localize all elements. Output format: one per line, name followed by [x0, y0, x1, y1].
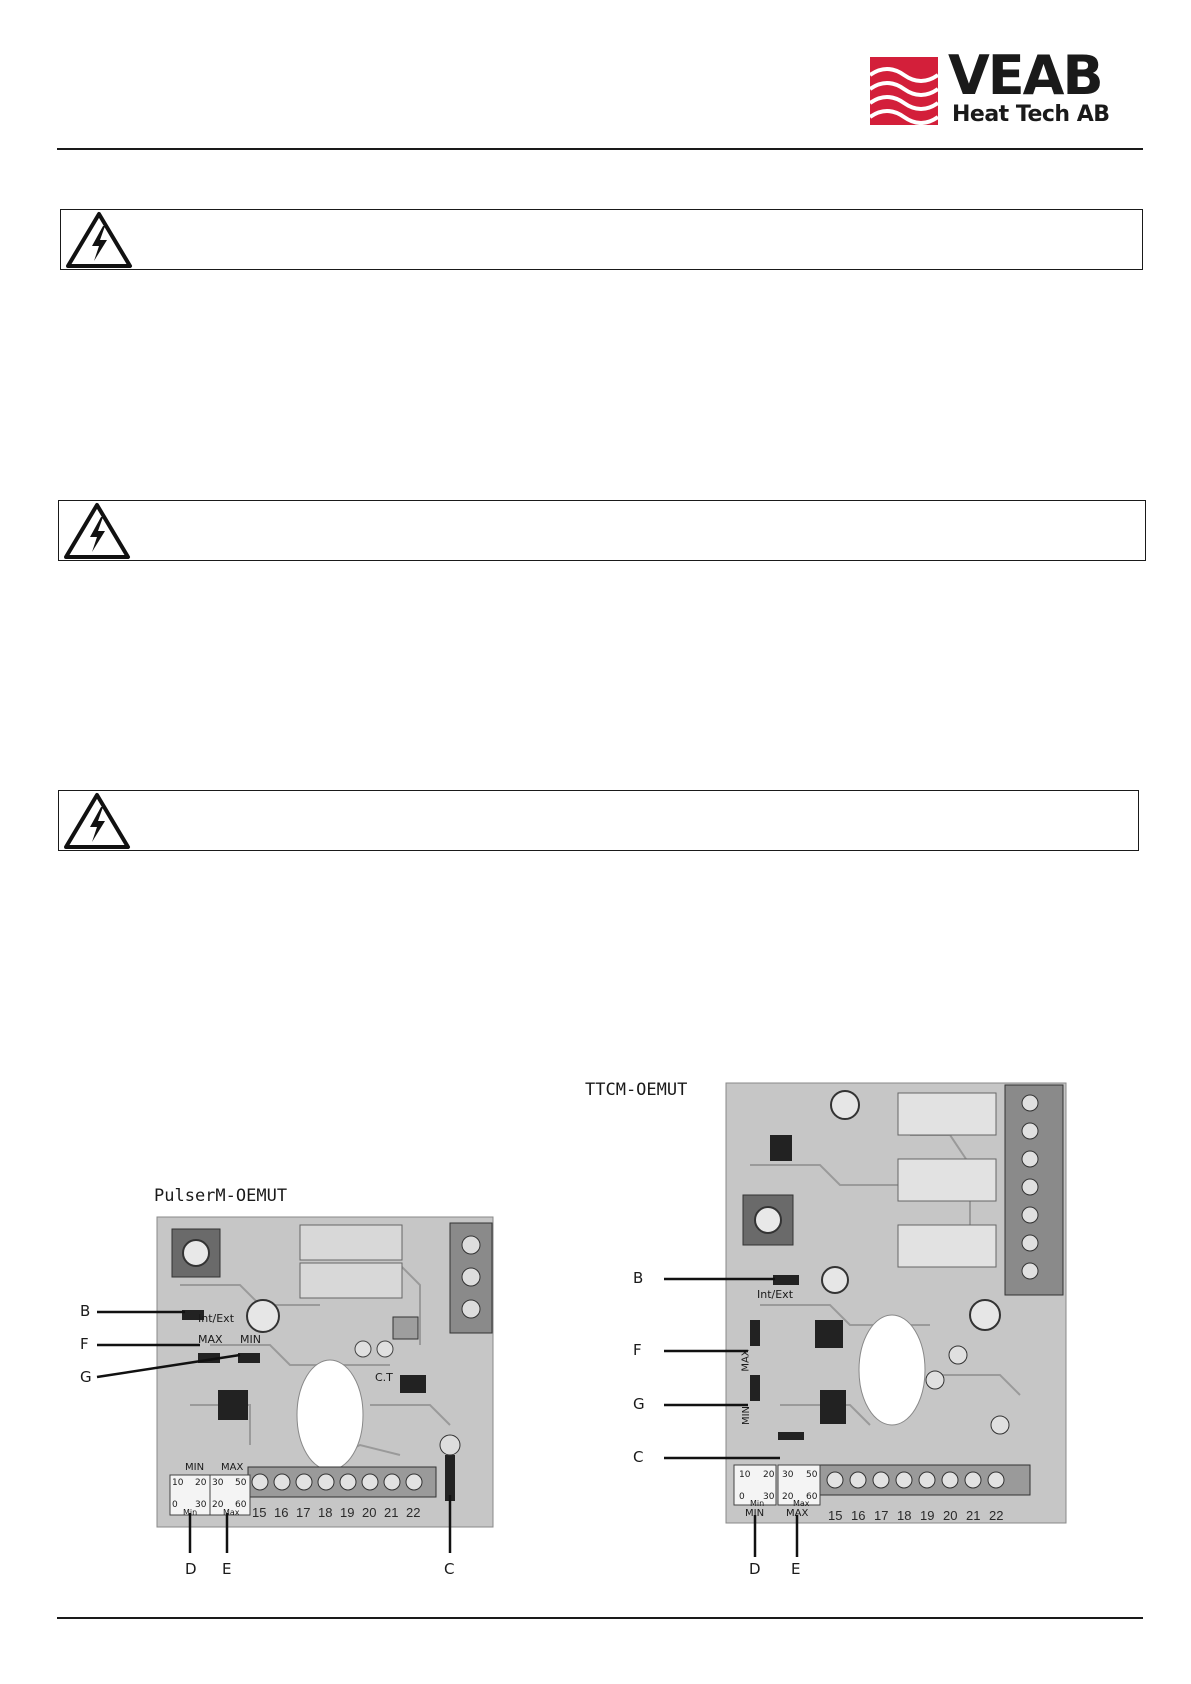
footer-rule: [57, 1617, 1143, 1619]
ttcm-callout-e: E: [791, 1560, 801, 1578]
ttcm-callout-g: G: [633, 1395, 645, 1413]
ttcm-terminal-18: 18: [897, 1508, 912, 1523]
figure-title-ttcm: TTCM-OEMUT: [585, 1080, 688, 1100]
pulser-label-ct: C.T: [375, 1371, 393, 1384]
ttcm-terminal-20: 20: [943, 1508, 958, 1523]
brand-subtitle: Heat Tech AB: [952, 102, 1110, 127]
figure-title-pulser: PulserM-OEMUT: [154, 1186, 288, 1206]
ttcm-callout-c: C: [633, 1448, 644, 1466]
pulser-terminal-22: 22: [406, 1505, 421, 1520]
electric-hazard-icon: [63, 792, 131, 850]
warning-box-1: [60, 209, 1143, 270]
ttcm-terminal-15: 15: [828, 1508, 843, 1523]
ttcm-min-dial-e: Min: [750, 1499, 765, 1508]
pulser-terminal-20: 20: [362, 1505, 377, 1520]
ttcm-label-min: MIN: [741, 1405, 753, 1426]
pulser-min-dial-e: Min: [183, 1508, 198, 1517]
pulser-terminal-18: 18: [318, 1505, 333, 1520]
pulser-label-int-ext: Int/Ext: [198, 1312, 235, 1325]
pulser-label-min: MIN: [240, 1333, 261, 1346]
pulser-callout-d: D: [185, 1560, 197, 1578]
ttcm-callout-d: D: [749, 1560, 761, 1578]
pulser-callout-f: F: [80, 1335, 89, 1353]
header-rule: [57, 148, 1143, 150]
pulser-max-dial-d: 60: [235, 1500, 247, 1510]
pulser-min-dial-d: 30: [195, 1500, 207, 1510]
ttcm-board-figure: [630, 1075, 1080, 1580]
warning-box-2: [58, 500, 1146, 561]
ttcm-max-dial-e: Max: [793, 1499, 810, 1508]
pulser-label-max: MAX: [198, 1333, 223, 1346]
electric-hazard-icon: [65, 211, 133, 269]
electric-hazard-icon: [63, 502, 131, 560]
pulser-callout-c: C: [444, 1560, 455, 1578]
pulser-pot-min-top: MIN: [185, 1462, 205, 1473]
wave-logo-icon: [870, 57, 938, 125]
ttcm-pot-min-bottom: MIN: [745, 1508, 765, 1519]
pulser-pot-max-top: MAX: [221, 1462, 244, 1473]
ttcm-max-dial-d: 60: [806, 1492, 818, 1502]
ttcm-max-dial-b: 50: [806, 1470, 818, 1480]
pulser-min-dial-b: 20: [195, 1478, 207, 1488]
ttcm-terminal-16: 16: [851, 1508, 866, 1523]
pulser-callout-e: E: [222, 1560, 232, 1578]
ttcm-terminal-19: 19: [920, 1508, 935, 1523]
brand-name: VEAB: [948, 44, 1102, 107]
pulser-terminal-16: 16: [274, 1505, 289, 1520]
ttcm-callout-f: F: [633, 1341, 642, 1359]
pulser-max-dial-a: 30: [212, 1478, 224, 1488]
pulser-max-dial-c: 20: [212, 1500, 224, 1510]
ttcm-terminal-21: 21: [966, 1508, 981, 1523]
pulser-terminal-21: 21: [384, 1505, 399, 1520]
pulser-min-dial-c: 0: [172, 1500, 178, 1510]
pulser-terminal-19: 19: [340, 1505, 355, 1520]
ttcm-min-dial-b: 20: [763, 1470, 775, 1480]
ttcm-label-max: MAX: [740, 1349, 752, 1372]
pulser-callout-g: G: [80, 1368, 92, 1386]
pulser-min-dial-a: 10: [172, 1478, 184, 1488]
ttcm-min-dial-a: 10: [739, 1470, 751, 1480]
ttcm-pot-max-bottom: MAX: [786, 1508, 809, 1519]
ttcm-terminal-22: 22: [989, 1508, 1004, 1523]
ttcm-min-dial-d: 30: [763, 1492, 775, 1502]
pulser-max-dial-e: Max: [223, 1508, 240, 1517]
ttcm-min-dial-c: 0: [739, 1492, 745, 1502]
ttcm-label-int-ext: Int/Ext: [757, 1288, 794, 1301]
ttcm-terminal-17: 17: [874, 1508, 889, 1523]
ttcm-max-dial-c: 20: [782, 1492, 794, 1502]
pulser-terminal-15: 15: [252, 1505, 267, 1520]
veab-logo: [870, 44, 1130, 129]
pulser-terminal-17: 17: [296, 1505, 311, 1520]
ttcm-callout-b: B: [633, 1269, 644, 1287]
pulser-callout-b: B: [80, 1302, 91, 1320]
pulser-max-dial-b: 50: [235, 1478, 247, 1488]
warning-box-3: [58, 790, 1139, 851]
ttcm-max-dial-a: 30: [782, 1470, 794, 1480]
